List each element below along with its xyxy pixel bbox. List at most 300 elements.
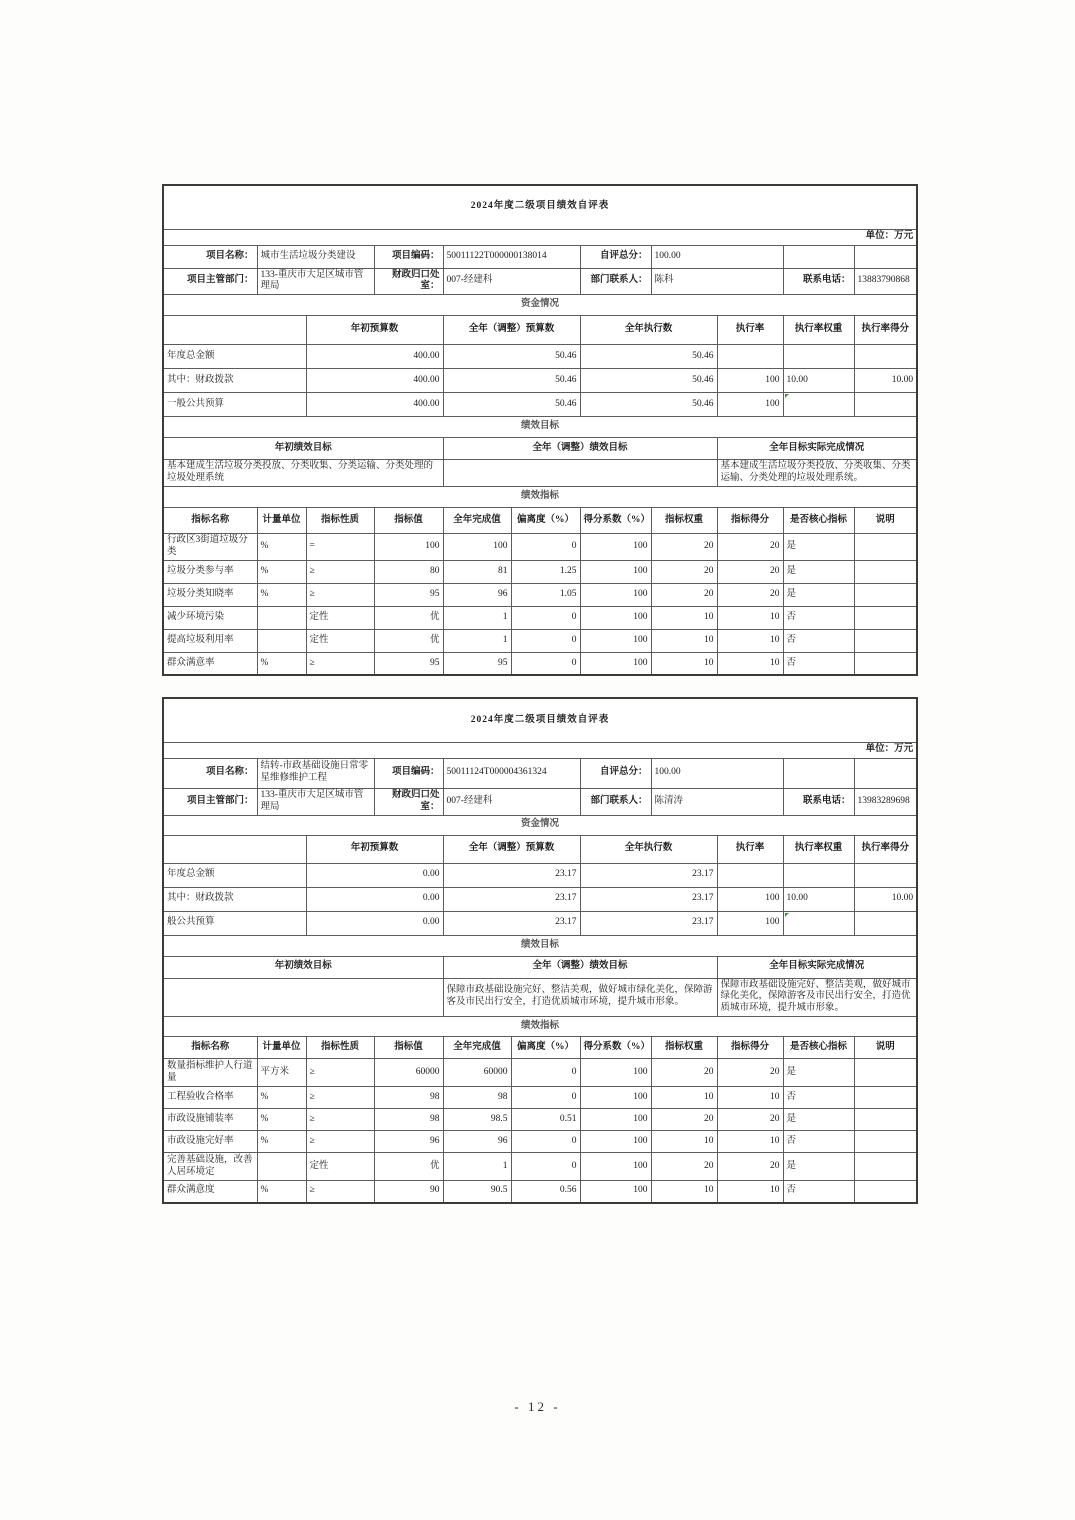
table-cell: ≥ <box>306 1059 374 1087</box>
table-row <box>163 978 917 1017</box>
table-cell: 1 <box>443 629 511 652</box>
table-cell: 说明 <box>854 508 917 534</box>
table-cell: ≥ <box>306 652 374 675</box>
table-cell: 绩效目标 <box>163 417 917 438</box>
table-cell: 优 <box>374 606 443 629</box>
table-cell: 400.00 <box>306 369 443 393</box>
table-cell: 20 <box>717 1153 783 1181</box>
table-cell: 结转-市政基础设施日常零星维修维护工程 <box>257 758 374 788</box>
table-cell <box>854 629 917 652</box>
table-cell: 98 <box>374 1109 443 1131</box>
table-cell: % <box>257 1109 306 1131</box>
table-cell <box>783 345 854 369</box>
table-cell: 100 <box>580 1087 651 1109</box>
table-row <box>163 1181 917 1203</box>
table-cell: 20 <box>651 1109 717 1131</box>
table-cell: 全年执行数 <box>580 316 717 345</box>
table-cell: 0.00 <box>306 887 443 911</box>
table-cell: 计量单位 <box>257 1037 306 1059</box>
table-row <box>163 560 917 583</box>
table-cell: 年度总金额 <box>163 345 306 369</box>
table-cell: 是 <box>783 560 854 583</box>
table-cell: 10 <box>717 652 783 675</box>
table-cell: 全年完成值 <box>443 1037 511 1059</box>
table-cell: ≥ <box>306 1131 374 1153</box>
table-cell: 400.00 <box>306 393 443 417</box>
table-cell: 全年（调整）预算数 <box>443 835 580 863</box>
table-cell: 单位：万元 <box>163 229 917 245</box>
table-cell <box>854 1059 917 1087</box>
table-cell: % <box>257 1181 306 1203</box>
table-cell: 0 <box>511 652 580 675</box>
table-cell: 计量单位 <box>257 508 306 534</box>
table-cell: 全年执行数 <box>580 835 717 863</box>
table-row <box>163 438 917 460</box>
table-cell: 60000 <box>374 1059 443 1087</box>
table-row <box>163 268 917 295</box>
table-cell <box>854 911 917 935</box>
table-cell: 财政归口处室： <box>374 788 443 815</box>
table-cell: 60000 <box>443 1059 511 1087</box>
table-cell <box>854 1109 917 1131</box>
table-cell: 98 <box>443 1087 511 1109</box>
table-cell <box>717 863 783 887</box>
table-cell: 否 <box>783 629 854 652</box>
table-cell: 100 <box>580 1131 651 1153</box>
table-cell <box>717 345 783 369</box>
table-cell: 部门联系人： <box>580 268 651 295</box>
table-cell <box>783 911 854 935</box>
table-cell: 10 <box>717 1087 783 1109</box>
table-cell: 0 <box>511 534 580 561</box>
table-cell: ≥ <box>306 1181 374 1203</box>
table-cell: 指标性质 <box>306 508 374 534</box>
table-row <box>163 508 917 534</box>
table-cell: 0 <box>511 606 580 629</box>
table-cell: 行政区3街道垃圾分类 <box>163 534 257 561</box>
table-cell: 群众满意度 <box>163 1181 257 1203</box>
table-row <box>163 1153 917 1181</box>
table-row <box>163 185 917 229</box>
table-cell <box>854 1181 917 1203</box>
table-row <box>163 911 917 935</box>
table-cell: 100 <box>580 606 651 629</box>
table-cell: 10 <box>717 1131 783 1153</box>
table-cell: 得分系数（%） <box>580 508 651 534</box>
table-cell: 0.00 <box>306 863 443 887</box>
table-cell: 执行率得分 <box>854 835 917 863</box>
table-row <box>163 1059 917 1087</box>
table-row <box>163 487 917 508</box>
table-cell: 指标性质 <box>306 1037 374 1059</box>
table-cell: 基本建成生活垃圾分类投放、分类收集、分类运输、分类处理的垃圾处理系统。 <box>717 460 917 487</box>
table-row <box>163 1109 917 1131</box>
table-cell: 执行率 <box>717 835 783 863</box>
table-cell: 陈科 <box>651 268 783 295</box>
table-cell: 100.00 <box>651 758 783 788</box>
table-cell: 100 <box>717 911 783 935</box>
table-row <box>163 1087 917 1109</box>
table-cell: 全年（调整）预算数 <box>443 316 580 345</box>
table-cell <box>854 583 917 606</box>
table-cell: ≥ <box>306 1087 374 1109</box>
table-cell <box>257 606 306 629</box>
table-cell: % <box>257 583 306 606</box>
table-cell: 指标名称 <box>163 508 257 534</box>
table-cell <box>854 534 917 561</box>
table-cell: 执行率 <box>717 316 783 345</box>
table-cell: 定性 <box>306 1153 374 1181</box>
table-cell <box>854 393 917 417</box>
table-cell: 90.5 <box>443 1181 511 1203</box>
table-cell <box>854 606 917 629</box>
table-cell: 23.17 <box>580 863 717 887</box>
table-cell: 减少环境污染 <box>163 606 257 629</box>
table-row <box>163 835 917 863</box>
table-cell: 基本建成生活垃圾分类投放、分类收集、分类运输、分类处理的垃圾处理系统 <box>163 460 443 487</box>
table-cell: 年初绩效目标 <box>163 438 443 460</box>
table-cell: 50.46 <box>580 345 717 369</box>
table-cell: 年度总金额 <box>163 863 306 887</box>
table-cell: 指标值 <box>374 508 443 534</box>
table-cell: 指标值 <box>374 1037 443 1059</box>
table-row <box>163 417 917 438</box>
table-cell: % <box>257 534 306 561</box>
table-cell: 陈清涛 <box>651 788 783 815</box>
table-cell: 执行率权重 <box>783 835 854 863</box>
table-cell: 部门联系人： <box>580 788 651 815</box>
table-cell: 20 <box>651 534 717 561</box>
table-cell <box>783 245 854 268</box>
table-cell: 全年完成值 <box>443 508 511 534</box>
table-cell: 100 <box>443 534 511 561</box>
table-cell: 100 <box>580 1181 651 1203</box>
table-cell: 数量指标维护人行道量 <box>163 1059 257 1087</box>
table-cell <box>854 345 917 369</box>
table-row <box>163 295 917 316</box>
table-cell: 10 <box>651 629 717 652</box>
table-cell: 100.00 <box>651 245 783 268</box>
table-row <box>163 652 917 675</box>
table-cell: 100 <box>580 1059 651 1087</box>
table-cell: 绩效指标 <box>163 487 917 508</box>
table-cell: 1.25 <box>511 560 580 583</box>
table-cell: 是 <box>783 583 854 606</box>
table-cell: ≥ <box>306 560 374 583</box>
table-cell: 1.05 <box>511 583 580 606</box>
table-cell: ≥ <box>306 583 374 606</box>
table-row <box>163 742 917 758</box>
table-cell: 10 <box>717 606 783 629</box>
table-cell <box>854 1087 917 1109</box>
table-cell: 23.17 <box>580 911 717 935</box>
table-cell: = <box>306 534 374 561</box>
table-cell: 垃圾分类参与率 <box>163 560 257 583</box>
table-cell: 城市生活垃圾分类建设 <box>257 245 374 268</box>
table-cell <box>854 1131 917 1153</box>
table-cell: 平方米 <box>257 1059 306 1087</box>
table-cell: 10 <box>651 1181 717 1203</box>
table-cell <box>783 863 854 887</box>
table-cell: 007-经建科 <box>443 788 580 815</box>
table-cell: 全年（调整）绩效目标 <box>443 438 717 460</box>
table-cell: 否 <box>783 1181 854 1203</box>
table-cell <box>163 978 443 1017</box>
table-cell <box>163 835 306 863</box>
table-cell: 20 <box>651 560 717 583</box>
table-cell: 100 <box>580 1109 651 1131</box>
table-cell: 10 <box>717 629 783 652</box>
table-cell: 1 <box>443 606 511 629</box>
table-cell: 定性 <box>306 606 374 629</box>
table-cell: 优 <box>374 1153 443 1181</box>
table-cell: 得分系数（%） <box>580 1037 651 1059</box>
table-row <box>163 583 917 606</box>
table-cell: 10.00 <box>854 369 917 393</box>
table-cell: 否 <box>783 652 854 675</box>
table-cell: 年初预算数 <box>306 316 443 345</box>
table-cell: 项目名称： <box>163 245 257 268</box>
table-cell: 50011124T000004361324 <box>443 758 580 788</box>
table-cell: 50.46 <box>443 369 580 393</box>
table-cell <box>783 758 854 788</box>
table-body <box>163 698 917 1202</box>
table-cell: 20 <box>717 534 783 561</box>
table-cell: 50.46 <box>443 393 580 417</box>
table-cell: 般公共预算 <box>163 911 306 935</box>
table-row <box>163 534 917 561</box>
table-cell: 10 <box>717 1181 783 1203</box>
table-row <box>163 606 917 629</box>
table-cell: 100 <box>580 652 651 675</box>
table-cell: 2024年度二级项目绩效自评表 <box>163 185 917 229</box>
table-row <box>163 758 917 788</box>
table-cell: 优 <box>374 629 443 652</box>
table-cell: 市政设施完好率 <box>163 1131 257 1153</box>
table-cell: 80 <box>374 560 443 583</box>
table-cell: 是 <box>783 1059 854 1087</box>
table-row <box>163 935 917 956</box>
table-row <box>163 815 917 835</box>
table-cell: 完善基础设施，改善人居环境定 <box>163 1153 257 1181</box>
table-body <box>163 185 917 675</box>
table-cell: 0.00 <box>306 911 443 935</box>
table-row <box>163 788 917 815</box>
table-cell: 400.00 <box>306 345 443 369</box>
table-cell: 1 <box>443 1153 511 1181</box>
table-cell: 90 <box>374 1181 443 1203</box>
table-cell: 说明 <box>854 1037 917 1059</box>
table-cell: 全年（调整）绩效目标 <box>443 956 717 978</box>
table-row <box>163 1131 917 1153</box>
table-cell: 98.5 <box>443 1109 511 1131</box>
table-cell: 是否核心指标 <box>783 1037 854 1059</box>
table-cell: 96 <box>443 1131 511 1153</box>
table-cell: 100 <box>374 534 443 561</box>
table-cell: 95 <box>443 652 511 675</box>
table-cell: 10 <box>651 652 717 675</box>
table-cell: 项目编码： <box>374 245 443 268</box>
self-eval-table <box>162 697 918 1203</box>
table-cell: 96 <box>443 583 511 606</box>
table-cell: 100 <box>717 887 783 911</box>
table-cell: 指标权重 <box>651 508 717 534</box>
table-cell: 10.00 <box>783 887 854 911</box>
table-cell: 定性 <box>306 629 374 652</box>
table-cell: % <box>257 652 306 675</box>
table-cell: 100 <box>580 560 651 583</box>
table-cell: 是 <box>783 534 854 561</box>
table-row <box>163 863 917 887</box>
table-cell: 执行率权重 <box>783 316 854 345</box>
table-cell: 年初预算数 <box>306 835 443 863</box>
table-row <box>163 887 917 911</box>
table-cell: 96 <box>374 1131 443 1153</box>
table-cell <box>854 758 917 788</box>
table-cell: 23.17 <box>443 911 580 935</box>
table-cell: 133-重庆市大足区城市管理局 <box>257 788 374 815</box>
table-cell: 20 <box>651 583 717 606</box>
table-cell <box>443 460 717 487</box>
table-cell: 100 <box>580 629 651 652</box>
table-cell: 50.46 <box>443 345 580 369</box>
table-cell: 50.46 <box>580 393 717 417</box>
page-number: - 12 - <box>514 1399 561 1414</box>
table-row <box>163 956 917 978</box>
table-cell: 自评总分： <box>580 245 651 268</box>
table-cell: 否 <box>783 1131 854 1153</box>
table-cell: 是否核心指标 <box>783 508 854 534</box>
table-cell: 联系电话： <box>783 268 854 295</box>
table-cell: 23.17 <box>443 887 580 911</box>
table-cell: 20 <box>651 1059 717 1087</box>
table-cell: 0.51 <box>511 1109 580 1131</box>
table-cell: 年初绩效目标 <box>163 956 443 978</box>
table-cell: 20 <box>717 1109 783 1131</box>
table-cell: 偏离度（%） <box>511 1037 580 1059</box>
table-cell: 0 <box>511 1153 580 1181</box>
table-cell: 95 <box>374 652 443 675</box>
table-cell: 垃圾分类知晓率 <box>163 583 257 606</box>
table-cell: 133-重庆市大足区城市管理局 <box>257 268 374 295</box>
table-cell: 20 <box>717 560 783 583</box>
table-cell: 10.00 <box>854 887 917 911</box>
table-cell: 项目名称： <box>163 758 257 788</box>
table-cell: 0 <box>511 1087 580 1109</box>
table-cell: 100 <box>580 583 651 606</box>
table-cell: 单位：万元 <box>163 742 917 758</box>
table-cell: 81 <box>443 560 511 583</box>
table-cell <box>163 316 306 345</box>
table-cell: 100 <box>717 369 783 393</box>
table-cell: 23.17 <box>443 863 580 887</box>
table-row <box>163 460 917 487</box>
table-row <box>163 229 917 245</box>
table-cell: 指标得分 <box>717 508 783 534</box>
table-cell: 100 <box>580 1153 651 1181</box>
table-cell <box>257 629 306 652</box>
table-cell: 执行率得分 <box>854 316 917 345</box>
table-cell: 工程验收合格率 <box>163 1087 257 1109</box>
table-cell: 项目主管部门： <box>163 268 257 295</box>
table-cell <box>854 863 917 887</box>
table-cell: 007-经建科 <box>443 268 580 295</box>
table-row <box>163 316 917 345</box>
table-cell: 保障市政基础设施完好、整洁美观，做好城市绿化美化，保障游客及市民出行安全，打造优质城市环境，提升城市形象。 <box>443 978 717 1017</box>
table-cell: 指标名称 <box>163 1037 257 1059</box>
document-body <box>162 184 918 1204</box>
table-cell: 联系电话： <box>783 788 854 815</box>
table-cell: 23.17 <box>580 887 717 911</box>
table-cell <box>257 1153 306 1181</box>
table-cell: 绩效指标 <box>163 1017 917 1037</box>
table-cell: 10 <box>651 1087 717 1109</box>
table-cell: 资金情况 <box>163 815 917 835</box>
table-cell: 20 <box>717 583 783 606</box>
table-cell: 是 <box>783 1109 854 1131</box>
table-row <box>163 369 917 393</box>
table-cell: 财政归口处室： <box>374 268 443 295</box>
table-cell: 其中：财政拨款 <box>163 887 306 911</box>
table-cell: 群众满意率 <box>163 652 257 675</box>
table-cell: 全年目标实际完成情况 <box>717 438 917 460</box>
table-cell <box>854 560 917 583</box>
table-cell: 提高垃圾利用率 <box>163 629 257 652</box>
table-cell: 0 <box>511 629 580 652</box>
table-row <box>163 629 917 652</box>
table-cell <box>854 1153 917 1181</box>
table-cell: 项目主管部门： <box>163 788 257 815</box>
table-cell <box>783 393 854 417</box>
table-cell: 绩效目标 <box>163 935 917 956</box>
table-cell: 50011122T000000138014 <box>443 245 580 268</box>
table-cell <box>854 245 917 268</box>
table-cell: 全年目标实际完成情况 <box>717 956 917 978</box>
table-row <box>163 245 917 268</box>
table-cell: 0.56 <box>511 1181 580 1203</box>
table-row <box>163 393 917 417</box>
table-cell: % <box>257 1131 306 1153</box>
table-cell: 100 <box>580 534 651 561</box>
table-cell: 其中：财政拨款 <box>163 369 306 393</box>
table-cell: 0 <box>511 1131 580 1153</box>
table-row <box>163 698 917 742</box>
table-cell: % <box>257 560 306 583</box>
table-cell: 指标权重 <box>651 1037 717 1059</box>
self-eval-table <box>162 184 918 676</box>
table-cell: 95 <box>374 583 443 606</box>
table-row <box>163 345 917 369</box>
table-row <box>163 1017 917 1037</box>
table-cell: 一般公共预算 <box>163 393 306 417</box>
table-cell: 0 <box>511 1059 580 1087</box>
table-cell: 20 <box>717 1059 783 1087</box>
table-cell: 指标得分 <box>717 1037 783 1059</box>
table-cell: 100 <box>717 393 783 417</box>
table-cell: 是 <box>783 1153 854 1181</box>
table-cell: 10 <box>651 1131 717 1153</box>
table-cell: 2024年度二级项目绩效自评表 <box>163 698 917 742</box>
table-cell: 20 <box>651 1153 717 1181</box>
table-cell: 否 <box>783 606 854 629</box>
table-cell <box>854 652 917 675</box>
table-cell: 偏离度（%） <box>511 508 580 534</box>
table-cell: 自评总分： <box>580 758 651 788</box>
table-cell: 资金情况 <box>163 295 917 316</box>
table-cell: 50.46 <box>580 369 717 393</box>
table-row <box>163 1037 917 1059</box>
table-cell: % <box>257 1087 306 1109</box>
